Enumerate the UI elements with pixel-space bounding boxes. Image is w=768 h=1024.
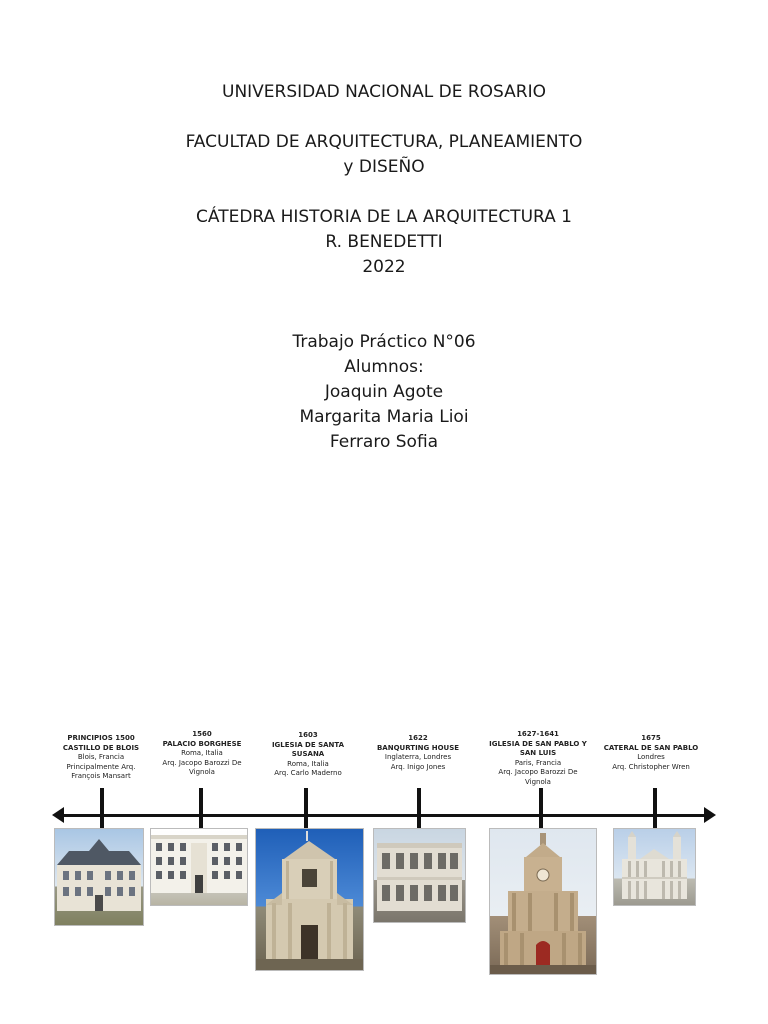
event-name: IGLESIA DE SANTA SUSANA	[271, 740, 345, 758]
timeline-tick	[304, 788, 308, 828]
timeline-tick	[417, 788, 421, 828]
timeline-event-borghese	[152, 730, 252, 778]
event-place: Inglaterra, Londres	[384, 753, 452, 761]
faculty-line1: FACULTAD DE ARQUITECTURA, PLANEAMIENTO	[185, 132, 583, 152]
event-name: CASTILLO DE BLOIS	[62, 743, 140, 752]
event-architect: Arq. Inigo Jones	[390, 762, 446, 771]
event-architect: Arq. Jacopo Barozzi De Vignola	[162, 758, 242, 776]
event-architect: Arq. Carlo Maderno	[274, 769, 342, 777]
student-name: Ferraro Sofia	[329, 432, 439, 452]
event-date: 1675	[641, 734, 661, 742]
building-illustration	[55, 829, 143, 925]
photo-catedral-de-san-pablo	[613, 828, 696, 906]
event-name: BANQURTING HOUSE	[376, 743, 460, 752]
timeline-tick	[199, 788, 203, 828]
event-place: Londres	[637, 753, 665, 761]
event-date: 1603	[298, 731, 318, 739]
timeline-tick	[539, 788, 543, 828]
event-architect: Principalmente Arq. François Mansart	[66, 762, 136, 780]
event-place: Roma, Italia	[287, 759, 329, 768]
cover-header	[0, 80, 768, 455]
building-illustration	[151, 829, 247, 905]
photo-palacio-borghese	[150, 828, 248, 906]
student-name: Margarita Maria Lioi	[299, 407, 469, 427]
timeline-event-santa-susana	[262, 731, 354, 779]
event-date: 1560	[192, 730, 212, 738]
photo-iglesia-de-san-pablo-y-san-luis	[489, 828, 597, 975]
event-place: Paris, Francia	[514, 758, 562, 767]
event-name: PALACIO BORGHESE	[162, 739, 242, 748]
event-architect: Arq. Christopher Wren	[612, 762, 690, 771]
event-place: Roma, Italia	[181, 749, 223, 757]
building-illustration	[490, 829, 596, 974]
assignment-title: Trabajo Práctico N°06	[292, 332, 476, 352]
professor-name: R. BENEDETTI	[325, 232, 443, 252]
event-place: Blois, Francia	[77, 753, 125, 761]
photo-iglesia-de-santa-susana	[255, 828, 364, 971]
student-name: Joaquin Agote	[324, 382, 444, 402]
timeline-tick	[653, 788, 657, 828]
faculty-line2: y DISEÑO	[343, 157, 425, 177]
students-label: Alumnos:	[344, 357, 424, 377]
event-date: 1627-1641	[517, 730, 559, 738]
building-illustration	[256, 829, 363, 970]
year: 2022	[362, 257, 406, 277]
event-name: CATERAL DE SAN PABLO	[603, 743, 699, 752]
building-illustration	[374, 829, 465, 922]
timeline-event-san-pablo-san-luis	[488, 730, 588, 787]
photo-banqueting-house	[373, 828, 466, 923]
timeline-axis	[58, 814, 708, 817]
photo-castillo-de-blois	[54, 828, 144, 926]
event-date: PRINCIPIOS 1500	[67, 734, 135, 742]
event-architect: Arq. Jacopo Barozzi De Vignola	[498, 768, 578, 786]
university-name: UNIVERSIDAD NACIONAL DE ROSARIO	[222, 82, 546, 102]
event-name: IGLESIA DE SAN PABLO Y SAN LUIS	[489, 739, 587, 757]
arrow-right-icon	[704, 807, 716, 823]
timeline-event-blois	[52, 734, 150, 782]
timeline-event-san-pablo-londres	[600, 734, 702, 772]
building-illustration	[614, 829, 695, 905]
event-date: 1622	[408, 734, 428, 742]
timeline-tick	[100, 788, 104, 828]
timeline-event-banqueting-house	[370, 734, 466, 772]
arrow-left-icon	[52, 807, 64, 823]
chair-name: CÁTEDRA HISTORIA DE LA ARQUITECTURA 1	[196, 207, 572, 227]
